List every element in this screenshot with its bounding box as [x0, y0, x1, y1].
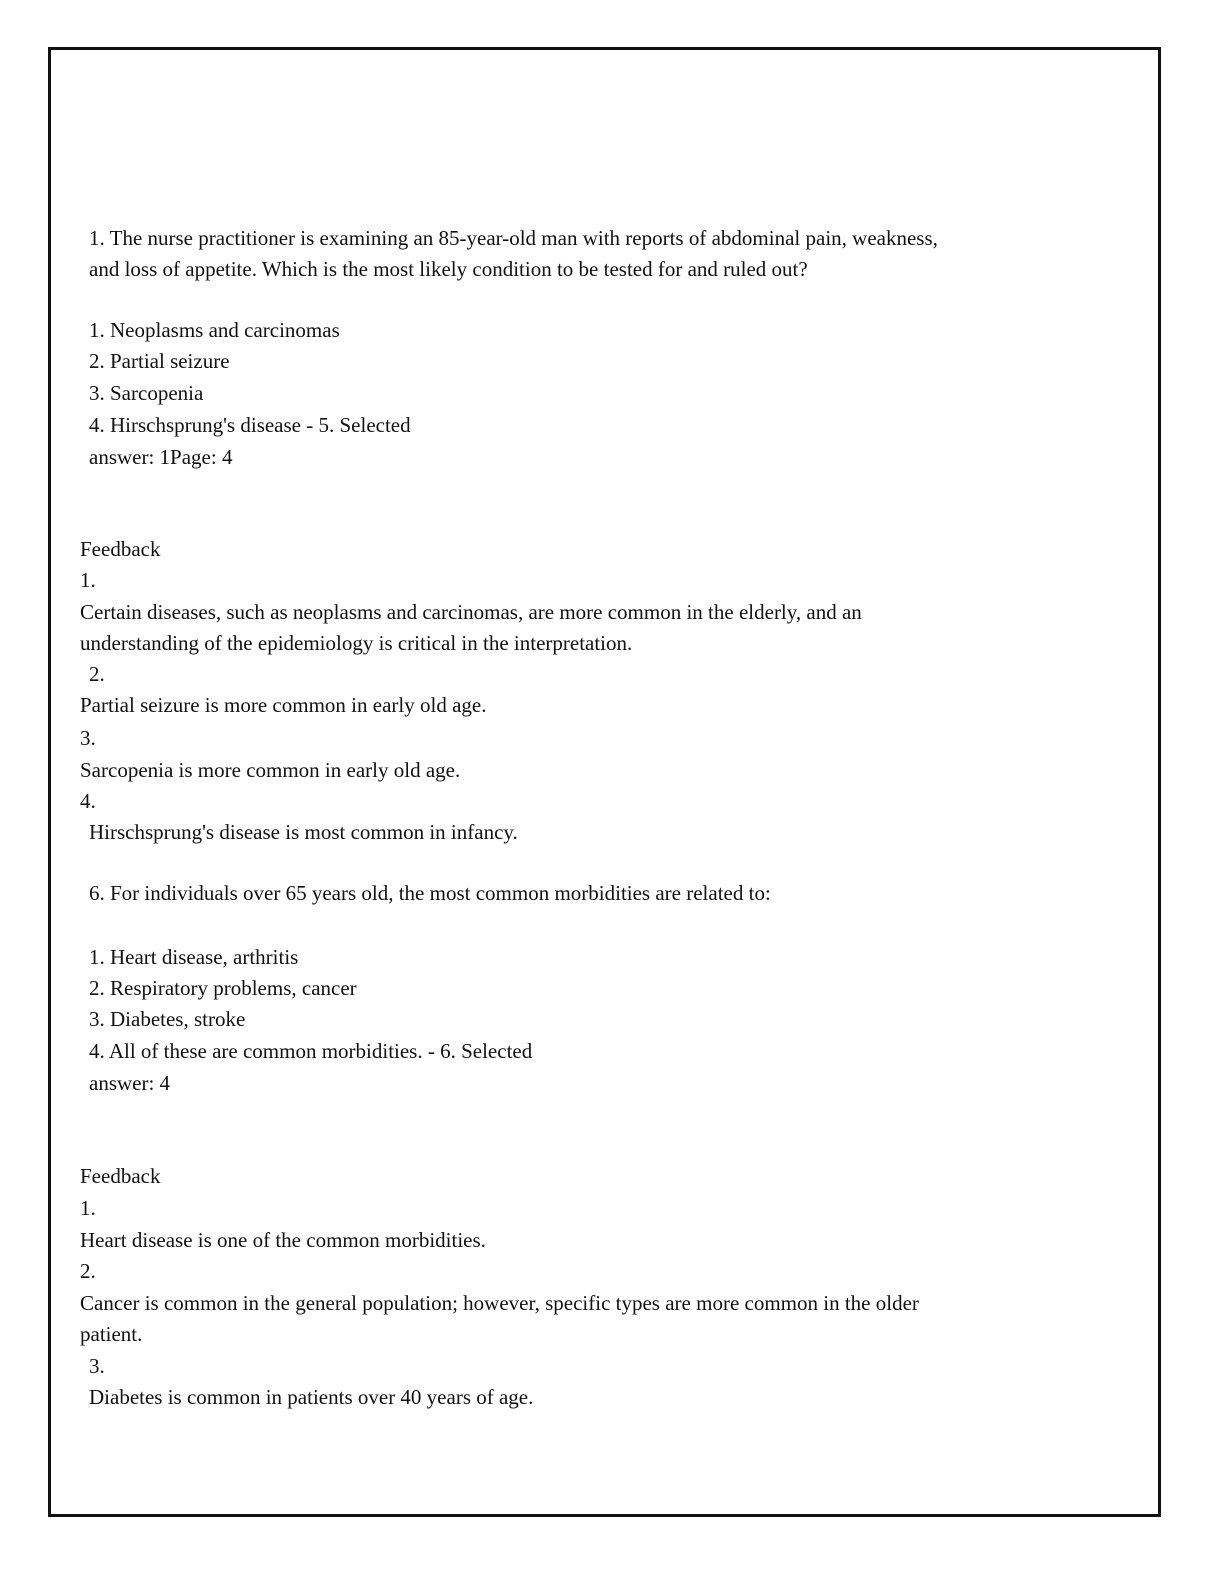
question-1-feedback-heading: Feedback — [80, 537, 161, 561]
question-2-feedback-2-number: 2. — [80, 1259, 96, 1283]
question-2-feedback-3-text: Diabetes is common in patients over 40 years of age. — [89, 1385, 534, 1409]
question-1-feedback-3-text: Sarcopenia is more common in early old age. — [80, 758, 461, 782]
question-2-option-3: 3. Diabetes, stroke — [89, 1007, 246, 1031]
question-1-feedback-2-text: Partial seizure is more common in early old age. — [80, 693, 487, 717]
question-1-option-4: 4. Hirschsprung's disease - 5. Selected — [89, 413, 411, 437]
question-1-stem-line-2: and loss of appetite. Which is the most likely condition to be tested for and ruled out? — [89, 257, 808, 281]
question-2-feedback-1-number: 1. — [80, 1196, 96, 1220]
question-1-option-3: 3. Sarcopenia — [89, 381, 204, 405]
question-2-answer: answer: 4 — [89, 1071, 171, 1095]
question-2-option-1: 1. Heart disease, arthritis — [89, 945, 299, 969]
question-1-feedback-2-number: 2. — [89, 662, 105, 686]
question-1-option-1: 1. Neoplasms and carcinomas — [89, 318, 340, 342]
question-1-stem-line-1: 1. The nurse practitioner is examining an 85-year-old man with reports of abdominal pain, weakness, — [89, 226, 938, 250]
question-2-feedback-heading: Feedback — [80, 1164, 161, 1188]
question-1-option-2: 2. Partial seizure — [89, 349, 230, 373]
question-2-feedback-2-line-1: Cancer is common in the general population; however, specific types are more common in the older — [80, 1291, 919, 1315]
question-2-option-2: 2. Respiratory problems, cancer — [89, 976, 357, 1000]
question-2-feedback-2-line-2: patient. — [80, 1322, 143, 1346]
question-1-feedback-1-line-1: Certain diseases, such as neoplasms and carcinomas, are more common in the elderly, and an — [80, 600, 862, 624]
question-1-feedback-3-number: 3. — [80, 726, 96, 750]
question-1-answer: answer: 1Page: 4 — [89, 445, 233, 469]
question-1-feedback-4-text: Hirschsprung's disease is most common in infancy. — [89, 820, 518, 844]
question-1-feedback-1-line-2: understanding of the epidemiology is critical in the interpretation. — [80, 631, 633, 655]
question-2-feedback-1-text: Heart disease is one of the common morbidities. — [80, 1228, 486, 1252]
question-1-feedback-4-number: 4. — [80, 789, 96, 813]
question-2-stem: 6. For individuals over 65 years old, the most common morbidities are related to: — [89, 881, 771, 905]
question-1-feedback-1-number: 1. — [80, 568, 96, 592]
question-2-feedback-3-number: 3. — [89, 1354, 105, 1378]
question-2-option-4: 4. All of these are common morbidities. - 6. Selected — [89, 1039, 533, 1063]
